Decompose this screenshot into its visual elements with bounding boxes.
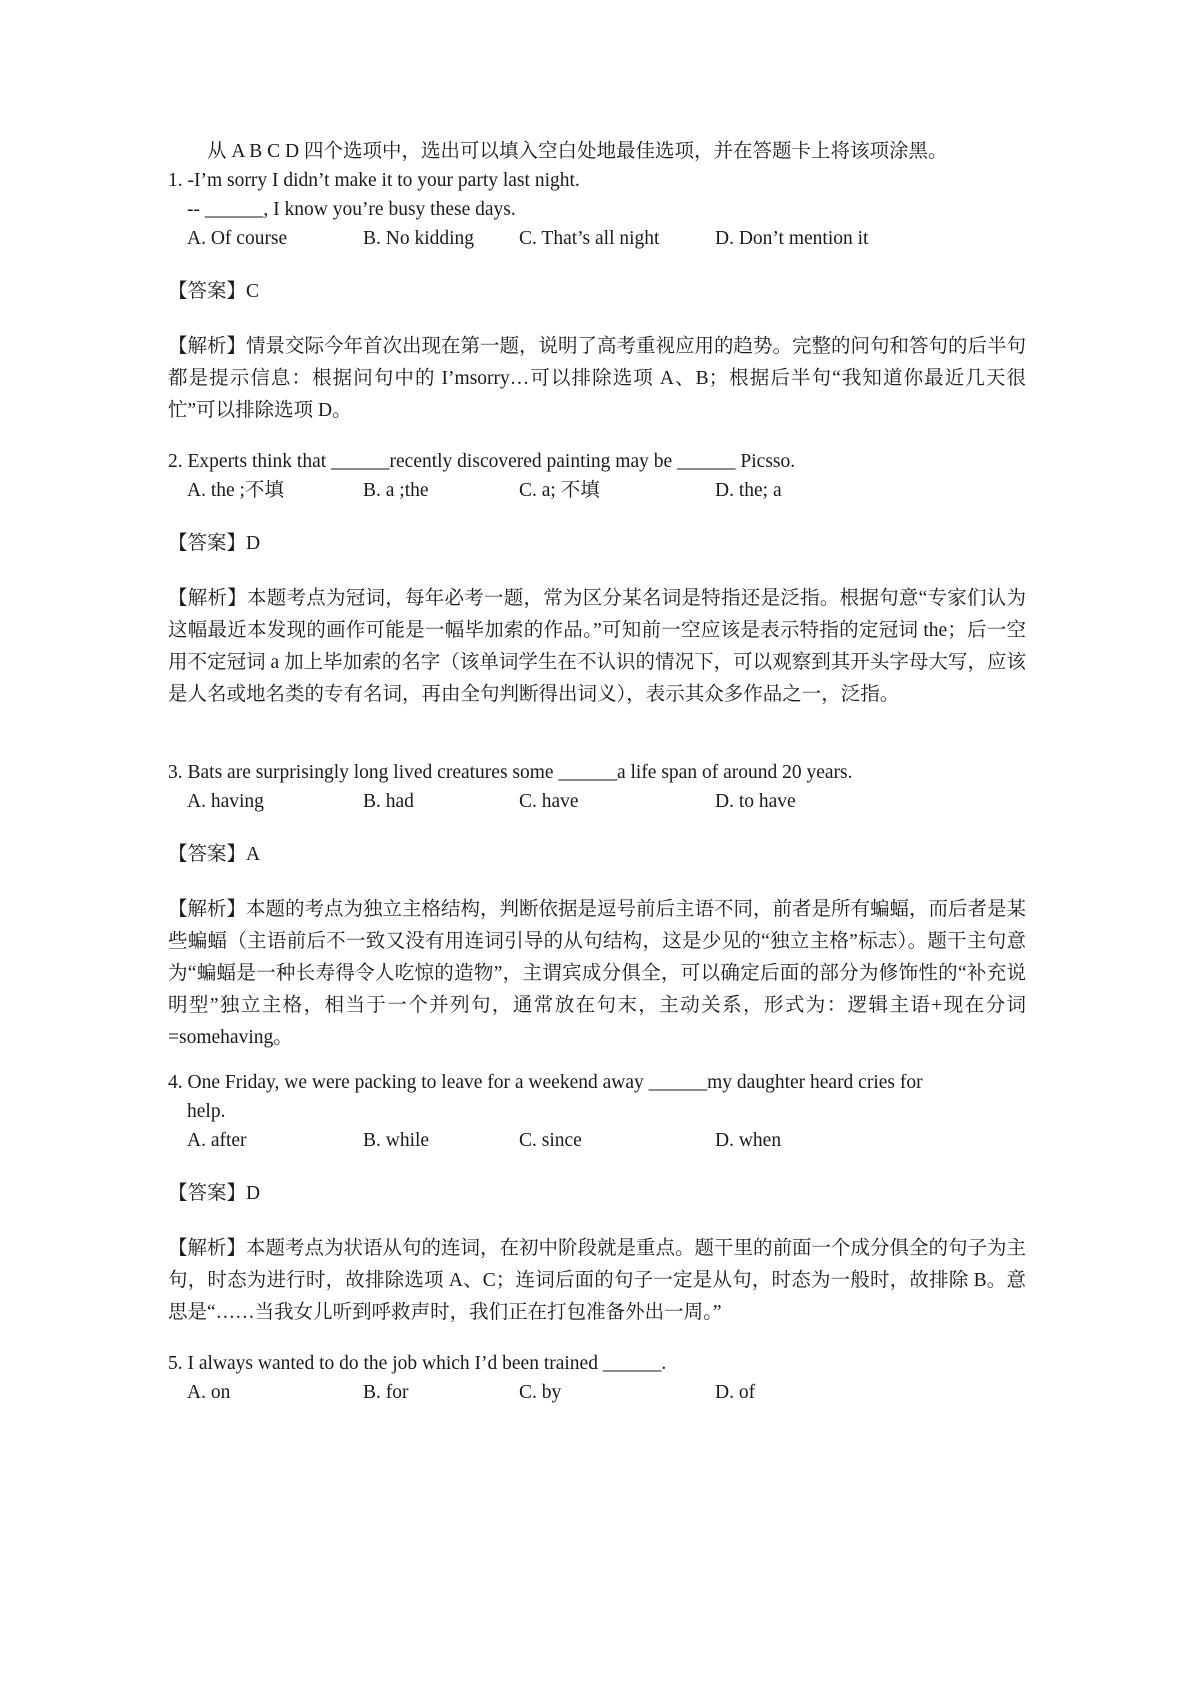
question-5-stem-line-1: 5. I always wanted to do the job which I’d been trained ______. — [168, 1353, 667, 1374]
question-2-option-b: B. a ;the — [363, 480, 429, 501]
question-5-option-b: B. for — [363, 1382, 409, 1403]
question-1-analysis: 【解析】情景交际今年首次出现在第一题，说明了高考重视应用的趋势。完整的问句和答句的后半句都是提示信息：根据问句中的 I’msorry…可以排除选项 A、B；根据后半句“我知道你最近几天很忙”可以排除选项 D。 — [168, 336, 1027, 421]
question-2-option-d: D. the; a — [715, 480, 782, 501]
question-4-option-c: C. since — [519, 1130, 582, 1151]
question-3-answer: 【答案】A — [168, 844, 261, 865]
question-2-stem-line-1: 2. Experts think that ______recently discovered painting may be ______ Picsso. — [168, 451, 796, 472]
question-4-option-a: A. after — [187, 1130, 247, 1151]
question-4-answer: 【答案】D — [168, 1183, 261, 1204]
question-1-option-d: D. Don’t mention it — [715, 228, 869, 249]
question-3-analysis: 【解析】本题的考点为独立主格结构，判断依据是逗号前后主语不同，前者是所有蝙蝠，而后者是某些蝙蝠（主语前后不一致又没有用连词引导的从句结构，这是少见的“独立主格”标志）。题干主句意为“蝙蝠是一种长寿得令人吃惊的造物”，主谓宾成分俱全，可以确定后面的部分为修饰性的“补充说明型”独立主格，相当于一个并列句，通常放在句末，主动关系，形式为：逻辑主语+现在分词=somehaving。 — [168, 899, 1027, 1048]
question-1-stem-line-1: 1. -I’m sorry I didn’t make it to your party last night. — [168, 170, 580, 191]
question-3-option-b: B. had — [363, 791, 414, 812]
question-1-option-c: C. That’s all night — [519, 228, 660, 249]
question-5-option-c: C. by — [519, 1382, 562, 1403]
question-1-stem-line-2: -- ______, I know you’re busy these days. — [187, 199, 516, 220]
question-1-option-a: A. Of course — [187, 228, 288, 249]
question-5-option-a: A. on — [187, 1382, 231, 1403]
question-3-option-d: D. to have — [715, 791, 796, 812]
question-1-answer: 【答案】C — [168, 281, 260, 302]
question-2-analysis: 【解析】本题考点为冠词，每年必考一题，常为区分某名词是特指还是泛指。根据句意“专家们认为这幅最近本发现的画作可能是一幅毕加索的作品。”可知前一空应该是表示特指的定冠词 the；后一空用不定冠词 a 加上毕加索的名字（该单词学生在不认识的情况下，可以观察到其开头字母大写，应该是人名或地名类的专有名词，再由全句判断得出词义），表示其众多作品之一，泛指。 — [168, 588, 1026, 705]
instruction-text: 从 A B C D 四个选项中，选出可以填入空白处地最佳选项，并在答题卡上将该项涂黑。 — [207, 141, 948, 162]
question-3-stem-line-1: 3. Bats are surprisingly long lived creatures some ______a life span of around 20 years. — [168, 762, 853, 783]
question-5-option-d: D. of — [715, 1382, 756, 1403]
question-4-stem-line-2: help. — [187, 1101, 226, 1122]
question-4-stem-line-1: 4. One Friday, we were packing to leave for a weekend away ______my daughter heard cries for — [168, 1072, 923, 1093]
question-4-option-d: D. when — [715, 1130, 782, 1151]
question-2-option-a: A. the ;不填 — [187, 480, 284, 501]
question-1-option-b: B. No kidding — [363, 228, 475, 249]
question-4-option-b: B. while — [363, 1130, 430, 1151]
question-2-answer: 【答案】D — [168, 533, 261, 554]
question-3-option-a: A. having — [187, 791, 264, 812]
question-4-analysis: 【解析】本题考点为状语从句的连词，在初中阶段就是重点。题干里的前面一个成分俱全的句子为主句，时态为进行时，故排除选项 A、C；连词后面的句子一定是从句，时态为一般时，故排除 B。意思是“……当我女儿听到呼救声时，我们正在打包准备外出一周。” — [168, 1238, 1027, 1323]
question-2-option-c: C. a; 不填 — [519, 480, 600, 501]
question-3-option-c: C. have — [519, 791, 579, 812]
